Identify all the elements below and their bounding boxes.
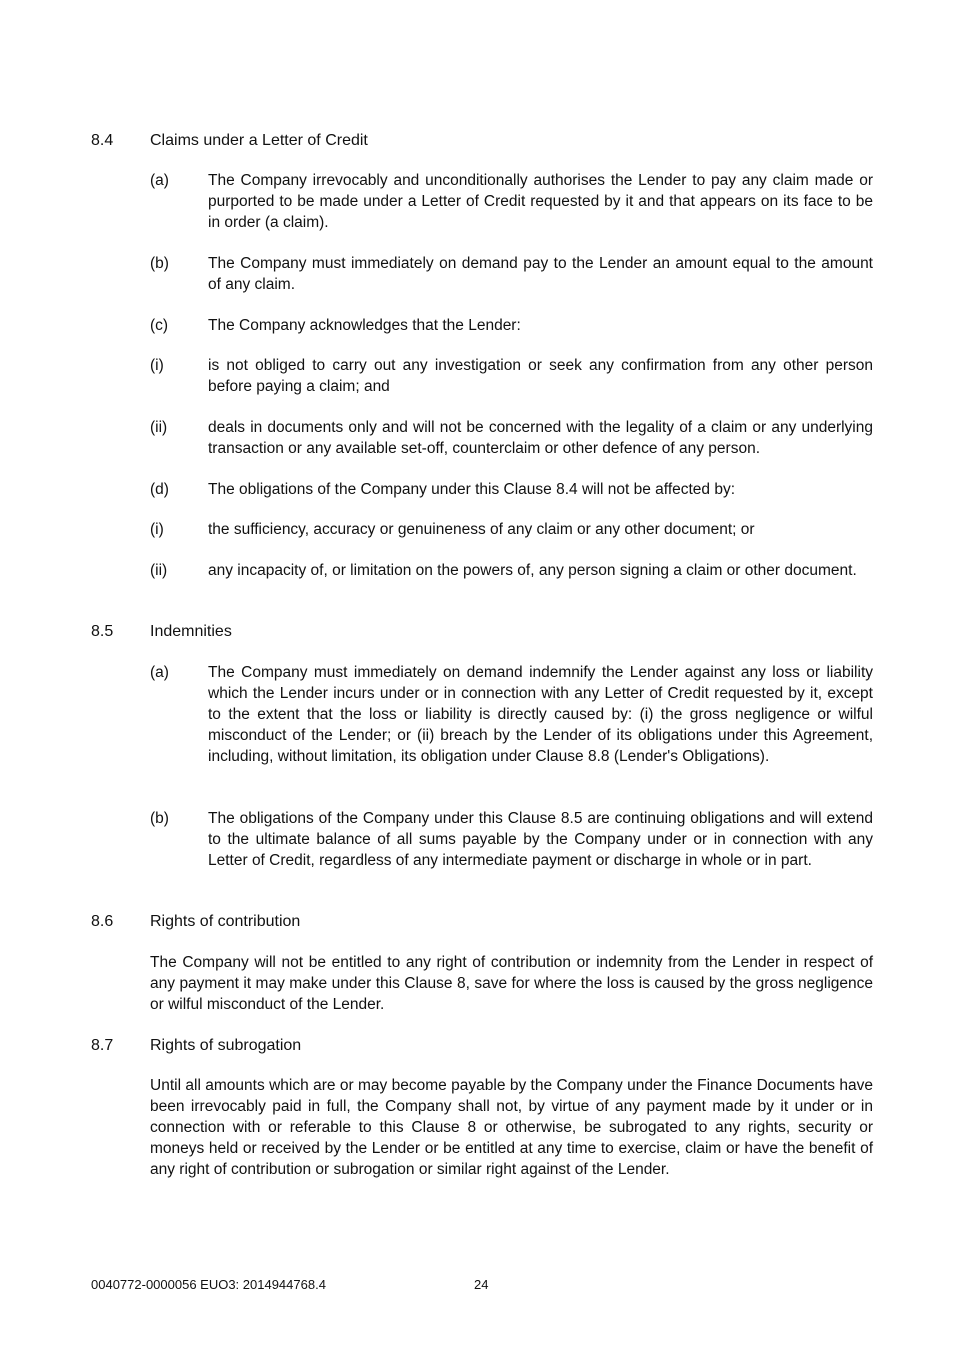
document-reference: 0040772-0000056 EUO3: 2014944768.4: [91, 1277, 326, 1292]
clause-subitem: [150, 355, 873, 397]
clause-subitem: [150, 519, 873, 540]
section-title: Claims under a Letter of Credit: [150, 132, 368, 149]
clause-item: [150, 662, 873, 767]
section-title: Rights of contribution: [150, 913, 301, 930]
item-text: deals in documents only and will not be concerned with the legality of a claim or any underlying transaction or any available set-off, counterclaim or other defence of any person.: [208, 419, 873, 457]
item-text: any incapacity of, or limitation on the powers of, any person signing a claim or other document.: [208, 562, 857, 579]
item-text: The obligations of the Company under this Clause 8.4 will not be affected by:: [208, 481, 736, 498]
section-number: 8.4: [91, 132, 114, 149]
page-number: 24: [474, 1277, 489, 1292]
clause-item: [150, 315, 873, 336]
item-label: (ii): [150, 419, 168, 436]
clause-item: [150, 808, 873, 871]
item-text: The Company must immediately on demand pay to the Lender an amount equal to the amount of any claim.: [208, 255, 873, 293]
section-number: 8.7: [91, 1037, 114, 1054]
clause-subitem: [150, 560, 873, 581]
item-text: The Company irrevocably and unconditionally authorises the Lender to pay any claim made or purported to be made under a Letter of Credit requested by it and that appears on its face to be in order (a claim).: [208, 172, 873, 231]
item-label: (ii): [150, 562, 168, 579]
clause-item: [150, 253, 873, 295]
item-text: is not obliged to carry out any investigation or seek any confirmation from any other person before paying a claim; and: [208, 357, 873, 395]
clause-item: [150, 170, 873, 233]
item-label: (a): [150, 172, 169, 189]
item-text: The Company acknowledges that the Lender:: [208, 317, 521, 334]
clause-subitem: [150, 417, 873, 459]
clause-item: [150, 479, 873, 500]
item-label: (b): [150, 810, 169, 827]
item-text: The obligations of the Company under this Clause 8.5 are continuing obligations and will extend to the ultimate balance of all sums payable by the Company under or in connection with any Letter of Credit, regardless of any intermediate payment or discharge in whole or in part.: [208, 810, 873, 869]
section-body: The Company will not be entitled to any right of contribution or indemnity from the Lender in respect of any payment it may make under this Clause 8, save for where the loss is caused by the gross negligence or wilful misconduct of the Lender.: [150, 954, 873, 1013]
item-label: (a): [150, 664, 169, 681]
item-text: the sufficiency, accuracy or genuineness of any claim or any other document; or: [208, 521, 755, 538]
item-text: The Company must immediately on demand indemnify the Lender against any loss or liability which the Lender incurs under or in connection with any Letter of Credit requested by it, except to the extent that the loss or liability is directly caused by: (i) the gross negligence or wilful misconduct of the Lender; or (ii) breach by the Lender of its obligations under this Agreement, including, without limitation, its obligation under Clause 8.8 (Lender's Obligations).: [208, 664, 873, 765]
item-label: (c): [150, 317, 169, 334]
section-number: 8.6: [91, 913, 114, 930]
item-label: (i): [150, 357, 164, 374]
section-body: Until all amounts which are or may become payable by the Company under the Finance Documents have been irrevocably paid in full, the Company shall not, by virtue of any payment made by it under or in connection with or referable to this Clause 8 or otherwise, be subrogated to any rights, security or moneys held or received by the Lender or be entitled at any time to exercise, claim or have the benefit of any right of contribution or subrogation or similar right against of the Lender.: [150, 1077, 873, 1178]
item-label: (d): [150, 481, 169, 498]
item-label: (i): [150, 521, 164, 538]
section-title: Rights of subrogation: [150, 1037, 302, 1054]
section-number: 8.5: [91, 623, 114, 640]
section-title: Indemnities: [150, 623, 232, 640]
item-label: (b): [150, 255, 169, 272]
